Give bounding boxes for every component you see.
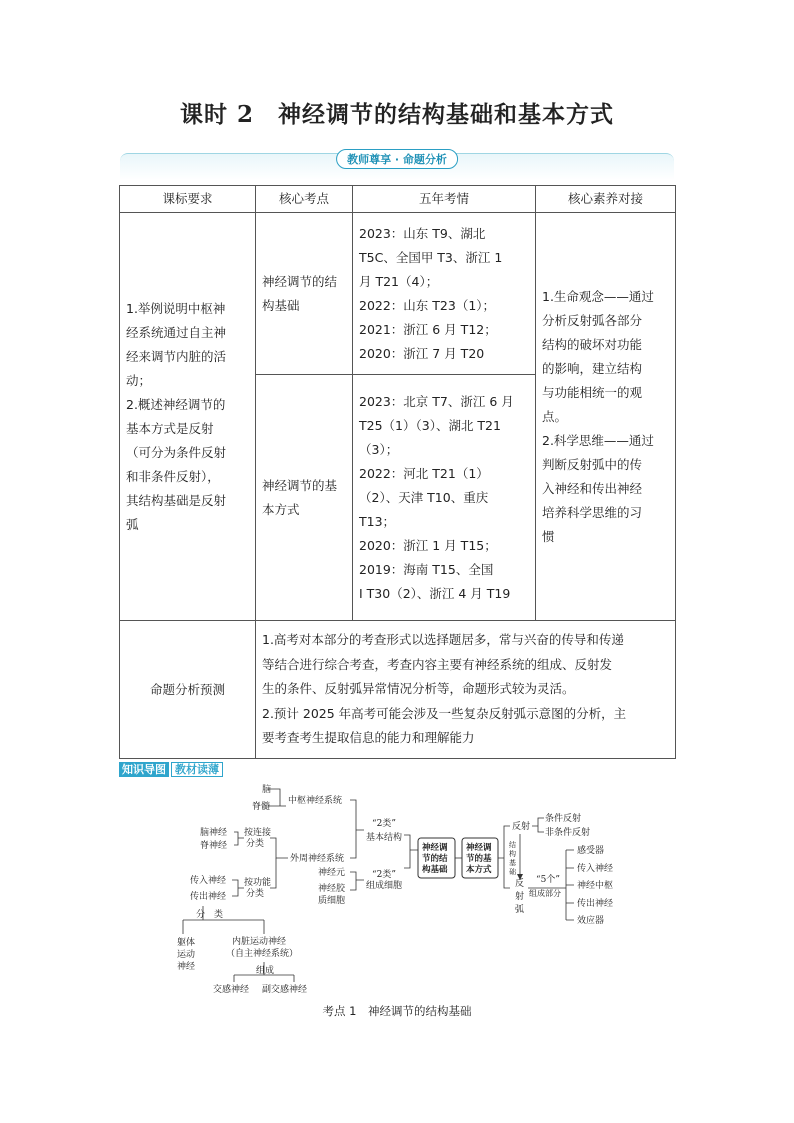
point-line: 构基础 xyxy=(262,297,300,313)
mm-center: 神经中枢 xyxy=(577,881,614,891)
prediction-line: 等结合进行综合考查，考查内容主要有神经系统的组成、反射发 xyxy=(262,656,613,672)
exam-line: 2020：浙江 7 月 T20 xyxy=(359,345,485,361)
exam-line: 2019：海南 T15、全国 xyxy=(359,561,494,577)
exam-line: 2023：山东 T9、湖北 xyxy=(359,225,486,241)
mm-basis-3: 基 xyxy=(509,859,516,867)
exam-line: 2023：北京 T7、浙江 6 月 xyxy=(359,393,514,409)
header-cell: 五年考情 xyxy=(353,186,536,213)
mm-reflex: 反射 xyxy=(512,822,531,832)
requirement-line: （可分为条件反射 xyxy=(126,444,227,460)
mm-classify3: 分 类 xyxy=(196,910,224,920)
mm-basis-1: 结 xyxy=(509,841,516,849)
mm-cns: 中枢神经系统 xyxy=(288,796,343,806)
exam-line: 2022：山东 T23（1）； xyxy=(359,297,496,313)
tag-mindmap: 知识导图 xyxy=(119,762,169,777)
mm-efferent-nerve: 传出神经 xyxy=(190,892,227,902)
mm-by-function: 按功能 xyxy=(244,878,272,888)
requirement-line: 经来调节内脏的活 xyxy=(126,348,227,364)
mm-conditioned: 条件反射 xyxy=(545,814,582,824)
prediction-line: 2.预计 2025 年高考可能会涉及一些复杂反射弧示意图的分析，主 xyxy=(262,705,627,721)
mm-somatic-2: 运动 xyxy=(177,950,196,960)
page-title: 课时 2 神经调节的结构基础和基本方式 xyxy=(179,101,614,128)
mm-by-connection: 按连接 xyxy=(244,828,272,838)
point-line: 本方式 xyxy=(262,501,300,517)
mm-compose: 组成 xyxy=(256,966,275,976)
mm-basic-structure: 基本结构 xyxy=(366,833,403,843)
mm-glia-2: 质细胞 xyxy=(318,896,346,906)
section-heading: 考点 1 神经调节的结构基础 xyxy=(322,1004,472,1018)
point-line: 神经调节的结 xyxy=(262,273,338,289)
requirement-line: 经系统通过自主神 xyxy=(126,324,227,340)
literacy-line: 判断反射弧中的传 xyxy=(542,456,643,472)
exam-line: （2）、天津 T10、重庆 xyxy=(359,489,489,505)
literacy-line: 1.生命观念——通过 xyxy=(542,288,654,304)
mm-classify: 分类 xyxy=(246,839,265,849)
mm-visceral: 内脏运动神经 xyxy=(232,937,287,947)
mm-box2-line3: 本方式 xyxy=(466,865,492,875)
mm-somatic-1: 躯体 xyxy=(177,938,196,948)
mm-basis-4: 础 xyxy=(509,868,516,876)
mm-spinal-cord: 脊髓 xyxy=(252,802,271,812)
prediction-line: 1.高考对本部分的考查形式以选择题居多，常与兴奋的传导和传递 xyxy=(262,632,624,648)
exam-line: Ⅰ T30（2）、浙江 4 月 T19 xyxy=(359,585,511,601)
mm-box2-line2: 节的基 xyxy=(466,854,492,864)
tag-textbook: 教材读薄 xyxy=(171,762,223,777)
exam-line: （3）； xyxy=(359,441,399,457)
exam-line: 2022：河北 T21（1） xyxy=(359,465,489,481)
literacy-line: 入神经和传出神经 xyxy=(542,480,643,496)
exam-line: 月 T21（4）； xyxy=(359,273,439,289)
mm-classify2: 分类 xyxy=(246,889,265,899)
mm-five: “5个” xyxy=(536,875,560,885)
literacy-line: 的影响，建立结构 xyxy=(542,360,643,376)
requirement-line: 基本方式是反射 xyxy=(126,420,214,436)
prediction-line: 生的条件、反射弧异常情况分析等，命题形式较为灵活。 xyxy=(262,681,575,697)
mm-pns: 外周神经系统 xyxy=(290,854,345,864)
mm-unconditioned: 非条件反射 xyxy=(545,828,591,838)
prediction-label: 命题分析预测 xyxy=(120,621,256,759)
requirement-line: 弧 xyxy=(126,516,139,532)
requirement-line: 和非条件反射）， xyxy=(126,468,220,484)
mm-arc-1: 反 xyxy=(515,879,525,889)
mm-sympathetic: 交感神经 xyxy=(213,985,250,995)
literacy-line: 2.科学思维——通过 xyxy=(542,432,654,448)
header-cell: 核心考点 xyxy=(256,186,353,213)
literacy-line: 分析反射弧各部分 xyxy=(542,312,643,328)
header-cell: 课标要求 xyxy=(120,186,256,213)
exam-line: T5C、全国甲 T3、浙江 1 xyxy=(359,249,503,265)
mm-two-class-1: “2类” xyxy=(372,819,396,829)
literacy-line: 结构的破坏对功能 xyxy=(542,336,643,352)
mm-parts: 组成部分 xyxy=(529,889,561,898)
mm-box1-line1: 神经调 xyxy=(422,843,448,853)
exam-line: T13； xyxy=(359,513,396,529)
mm-autonomic: （自主神经系统） xyxy=(226,949,299,959)
mm-cranial-nerve: 脑神经 xyxy=(200,828,228,838)
mm-cells: 组成细胞 xyxy=(366,881,403,891)
mm-arc-2: 射 xyxy=(515,892,525,902)
mm-arc-3: 弧 xyxy=(515,905,525,915)
mm-afferent: 传入神经 xyxy=(577,864,614,874)
mm-basis-2: 构 xyxy=(509,850,516,858)
mm-somatic-3: 神经 xyxy=(177,962,196,972)
point-line: 神经调节的基 xyxy=(262,477,338,493)
exam-line: 2021：浙江 6 月 T12； xyxy=(359,321,497,337)
mm-two-class-2: “2类” xyxy=(372,870,396,880)
requirement-line: 动； xyxy=(126,372,152,388)
literacy-line: 惯 xyxy=(542,528,555,544)
requirement-line: 1.举例说明中枢神 xyxy=(126,300,226,316)
mm-effector: 效应器 xyxy=(577,916,605,926)
literacy-line: 点。 xyxy=(542,408,568,424)
literacy-line: 培养科学思维的习 xyxy=(542,504,643,520)
requirement-line: 其结构基础是反射 xyxy=(126,492,227,508)
prediction-line: 要考查考生提取信息的能力和理解能力 xyxy=(262,730,475,746)
requirement-line: 2.概述神经调节的 xyxy=(126,396,226,412)
mm-box2-line1: 神经调 xyxy=(466,843,492,853)
literacy-line: 与功能相统一的观 xyxy=(542,384,643,400)
mm-afferent-nerve: 传入神经 xyxy=(190,876,227,886)
exam-line: 2020：浙江 1 月 T15； xyxy=(359,537,497,553)
exam-line: T25（1）（3）、湖北 T21 xyxy=(359,417,501,433)
mm-parasympathetic: 副交感神经 xyxy=(262,985,308,995)
mm-receptor: 感受器 xyxy=(577,846,605,856)
mm-neuron: 神经元 xyxy=(318,868,346,878)
mm-spinal-nerve: 脊神经 xyxy=(200,841,228,851)
mm-box1-line2: 节的结 xyxy=(422,854,448,864)
mm-glia-1: 神经胶 xyxy=(318,884,346,894)
banner-label: 教师尊享 · 命题分析 xyxy=(336,149,458,169)
mm-box1-line3: 构基础 xyxy=(422,865,448,875)
mm-brain: 脑 xyxy=(262,785,272,795)
mm-efferent: 传出神经 xyxy=(577,899,614,909)
header-cell: 核心素养对接 xyxy=(536,186,676,213)
